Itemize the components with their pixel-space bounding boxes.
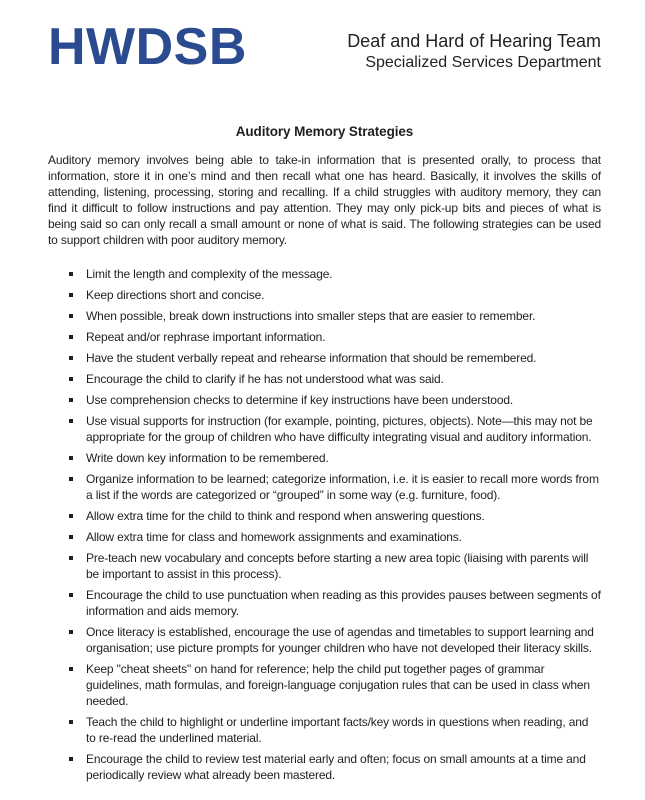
strategy-item: Repeat and/or rephrase important information.: [48, 329, 601, 345]
intro-paragraph: Auditory memory involves being able to take-in information that is presented orally, to process that information, store it in one’s mind and then recall what one has heard. Basically, it involves the skills of attending, listening, processing, storing and recalling. If a child struggles with auditory memory, they can find it difficult to follow instructions and pay attention. They may only pick-up bits and pieces of what is being said so can only recall a small amount or none of what is said. The following strategies can be used to support children with poor auditory memory.: [48, 153, 601, 247]
strategy-item: Organize information to be learned; categorize information, i.e. it is easier to recall more words from a list if the words are categorized or “grouped” in some way (e.g. furniture, food).: [48, 471, 601, 503]
strategy-item: Use visual supports for instruction (for example, pointing, pictures, objects). Note—this may not be appropriate for the group of children who have difficulty integrating visual and auditory information.: [48, 413, 601, 445]
strategy-item: Limit the length and complexity of the message.: [48, 266, 601, 282]
strategy-item: Use comprehension checks to determine if key instructions have been understood.: [48, 392, 601, 408]
strategy-item: Keep "cheat sheets" on hand for reference; help the child put together pages of grammar guidelines, math formulas, and foreign-language conjugation rules that can be used in class when needed.: [48, 661, 601, 709]
org-titles: [347, 30, 601, 73]
strategy-item: Encourage the child to review test material early and often; focus on small amounts at a time and periodically review what already been mastered.: [48, 751, 601, 783]
strategy-item: Keep directions short and concise.: [48, 287, 601, 303]
department-name: Specialized Services Department: [365, 54, 601, 71]
strategy-item: Write down key information to be remembered.: [48, 450, 601, 466]
strategy-item: Encourage the child to clarify if he has not understood what was said.: [48, 371, 601, 387]
strategy-item: Have the student verbally repeat and rehearse information that should be remembered.: [48, 350, 601, 366]
strategy-item: Pre-teach new vocabulary and concepts before starting a new area topic (liaising with parents will be important to assist in this process).: [48, 550, 601, 582]
strategy-item: Allow extra time for the child to think and respond when answering questions.: [48, 508, 601, 524]
hwdsb-logo: HWDSB: [48, 18, 247, 76]
strategies-list: [48, 266, 601, 783]
team-name: Deaf and Hard of Hearing Team: [347, 31, 601, 51]
strategy-item: When possible, break down instructions into smaller steps that are easier to remember.: [48, 308, 601, 324]
page-title: Auditory Memory Strategies: [235, 124, 414, 139]
strategy-item: Allow extra time for class and homework assignments and examinations.: [48, 529, 601, 545]
strategy-item: Encourage the child to use punctuation when reading as this provides pauses between segments of information and aids memory.: [48, 587, 601, 619]
document-header: [48, 18, 601, 76]
strategy-item: Once literacy is established, encourage the use of agendas and timetables to support learning and organisation; use picture prompts for younger children who have not developed their literacy skills.: [48, 624, 601, 656]
strategy-item: Teach the child to highlight or underline important facts/key words in questions when reading, and to re-read the underlined material.: [48, 714, 601, 746]
